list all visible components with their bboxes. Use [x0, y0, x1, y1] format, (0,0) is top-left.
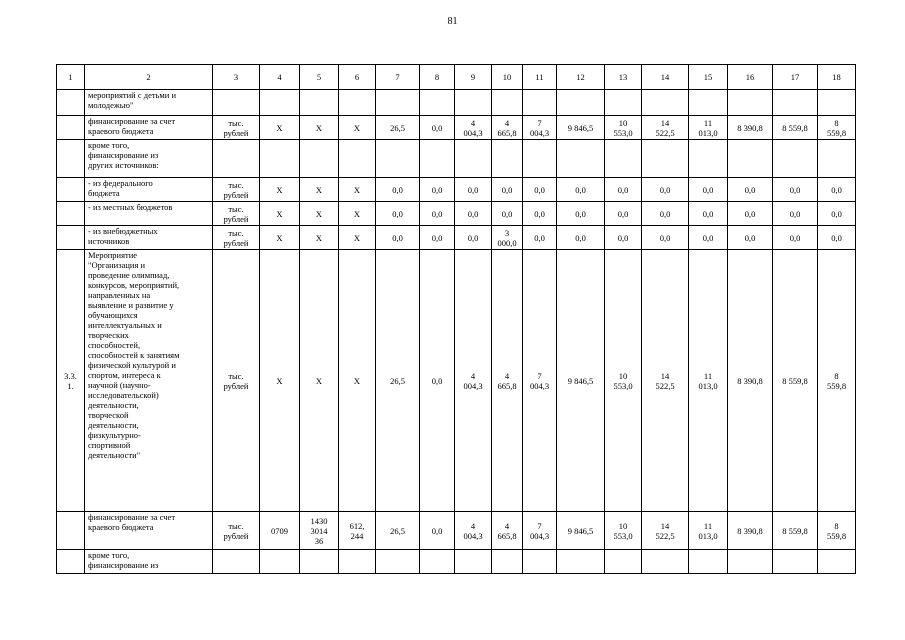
value-cell: 0,0	[773, 226, 818, 250]
value-cell: 11 013,0	[689, 250, 728, 512]
value-cell	[818, 550, 856, 574]
value-cell: 0,0	[689, 226, 728, 250]
unit-cell: тыс. рублей	[213, 178, 260, 202]
value-cell: Х	[300, 202, 339, 226]
value-cell: 14 522,5	[642, 512, 689, 550]
value-cell: 0,0	[605, 226, 642, 250]
value-cell	[300, 550, 339, 574]
value-cell	[728, 550, 773, 574]
value-cell: Х	[300, 178, 339, 202]
description-cell: - из местных бюджетов	[85, 202, 213, 226]
unit-cell	[213, 140, 260, 178]
column-header: 5	[300, 65, 339, 90]
value-cell	[492, 90, 523, 116]
value-cell	[492, 140, 523, 178]
value-cell: 26,5	[376, 116, 420, 140]
unit-cell: тыс. рублей	[213, 250, 260, 512]
value-cell: 0,0	[376, 178, 420, 202]
column-header: 13	[605, 65, 642, 90]
value-cell	[728, 90, 773, 116]
table-row	[57, 512, 856, 550]
value-cell: Х	[339, 202, 376, 226]
value-cell: 10 553,0	[605, 116, 642, 140]
value-cell	[689, 550, 728, 574]
value-cell: 0,0	[420, 250, 455, 512]
value-cell: 26,5	[376, 250, 420, 512]
table-row	[57, 178, 856, 202]
description-cell: - из внебюджетных источников	[85, 226, 213, 250]
column-header: 15	[689, 65, 728, 90]
value-cell: 8 559,8	[773, 512, 818, 550]
value-cell: Х	[260, 178, 300, 202]
unit-cell	[213, 90, 260, 116]
item-number-cell	[57, 550, 85, 574]
value-cell	[642, 90, 689, 116]
value-cell: 0,0	[455, 202, 492, 226]
value-cell: Х	[260, 202, 300, 226]
value-cell	[642, 550, 689, 574]
value-cell	[605, 90, 642, 116]
column-header: 18	[818, 65, 856, 90]
column-header: 4	[260, 65, 300, 90]
budget-table	[56, 64, 856, 574]
column-header: 6	[339, 65, 376, 90]
value-cell: 0,0	[420, 512, 455, 550]
unit-cell: тыс. рублей	[213, 512, 260, 550]
value-cell: Х	[339, 116, 376, 140]
page-number: 81	[447, 16, 458, 27]
column-header: 2	[85, 65, 213, 90]
value-cell	[339, 140, 376, 178]
value-cell: 0,0	[420, 226, 455, 250]
value-cell: Х	[339, 178, 376, 202]
table-row	[57, 202, 856, 226]
value-cell: 4 004,3	[455, 512, 492, 550]
item-number-cell	[57, 90, 85, 116]
value-cell: 1430 3014 36	[300, 512, 339, 550]
value-cell: 0,0	[420, 202, 455, 226]
value-cell: Х	[339, 226, 376, 250]
value-cell	[523, 550, 557, 574]
column-header: 11	[523, 65, 557, 90]
value-cell: 11 013,0	[689, 116, 728, 140]
item-number-cell	[57, 178, 85, 202]
value-cell	[420, 550, 455, 574]
value-cell: 0,0	[689, 202, 728, 226]
value-cell	[260, 550, 300, 574]
value-cell	[339, 90, 376, 116]
value-cell: 0,0	[728, 178, 773, 202]
value-cell: 0,0	[455, 226, 492, 250]
value-cell	[300, 90, 339, 116]
value-cell	[260, 90, 300, 116]
item-number-cell: 3.3. 1.	[57, 250, 85, 512]
item-number-cell	[57, 116, 85, 140]
description-cell: кроме того, финансирование из других источников:	[85, 140, 213, 178]
value-cell: 9 846,5	[557, 512, 605, 550]
value-cell: 0,0	[689, 178, 728, 202]
value-cell: 0,0	[376, 226, 420, 250]
value-cell: 0,0	[557, 178, 605, 202]
value-cell: Х	[300, 250, 339, 512]
description-cell: мероприятий с детьми и молодежью"	[85, 90, 213, 116]
value-cell	[728, 140, 773, 178]
value-cell: 0,0	[818, 178, 856, 202]
value-cell	[818, 140, 856, 178]
table-row	[57, 116, 856, 140]
column-header: 8	[420, 65, 455, 90]
value-cell	[523, 90, 557, 116]
value-cell	[818, 90, 856, 116]
value-cell	[557, 550, 605, 574]
value-cell	[605, 140, 642, 178]
item-number-cell	[57, 512, 85, 550]
value-cell	[455, 550, 492, 574]
value-cell	[455, 140, 492, 178]
table-row	[57, 250, 856, 512]
value-cell	[420, 140, 455, 178]
column-header: 1	[57, 65, 85, 90]
value-cell: 612, 244	[339, 512, 376, 550]
value-cell	[523, 140, 557, 178]
value-cell	[689, 140, 728, 178]
column-header: 3	[213, 65, 260, 90]
column-header: 10	[492, 65, 523, 90]
value-cell: 8 559,8	[773, 116, 818, 140]
value-cell: 11 013,0	[689, 512, 728, 550]
value-cell	[420, 90, 455, 116]
value-cell: 0,0	[818, 202, 856, 226]
value-cell: 7 004,3	[523, 250, 557, 512]
value-cell: 26,5	[376, 512, 420, 550]
value-cell: 3 000,0	[492, 226, 523, 250]
description-cell: Мероприятие "Организация и проведение олимпиад, конкурсов, мероприятий, направленных на выявление и развитие у обучающихся интеллектуальных и творческих способностей, способностей к занятиям физической культурой и спортом, интереса к научной (научно- исследовательской) деятельности, творческой деятельности, физкультурно- спортивной деятельности"	[85, 250, 213, 512]
value-cell: 0709	[260, 512, 300, 550]
value-cell: 0,0	[420, 178, 455, 202]
value-cell: 10 553,0	[605, 250, 642, 512]
value-cell: 4 665,8	[492, 250, 523, 512]
value-cell: 0,0	[523, 178, 557, 202]
value-cell: Х	[300, 116, 339, 140]
value-cell	[260, 140, 300, 178]
description-cell: - из федерального бюджета	[85, 178, 213, 202]
value-cell	[376, 90, 420, 116]
value-cell: 0,0	[773, 178, 818, 202]
value-cell: Х	[300, 226, 339, 250]
value-cell: 9 846,5	[557, 116, 605, 140]
value-cell: 0,0	[605, 178, 642, 202]
column-header: 16	[728, 65, 773, 90]
value-cell: 8 559,8	[818, 250, 856, 512]
value-cell: 0,0	[455, 178, 492, 202]
value-cell: 8 390,8	[728, 250, 773, 512]
value-cell: 0,0	[642, 178, 689, 202]
value-cell: 0,0	[557, 226, 605, 250]
value-cell: 8 559,8	[818, 116, 856, 140]
value-cell	[339, 550, 376, 574]
column-header: 9	[455, 65, 492, 90]
unit-cell	[213, 550, 260, 574]
value-cell: 8 390,8	[728, 512, 773, 550]
value-cell	[773, 140, 818, 178]
value-cell: 0,0	[642, 226, 689, 250]
value-cell: 9 846,5	[557, 250, 605, 512]
value-cell: 0,0	[605, 202, 642, 226]
value-cell	[455, 90, 492, 116]
unit-cell: тыс. рублей	[213, 202, 260, 226]
value-cell	[689, 90, 728, 116]
value-cell: 0,0	[376, 202, 420, 226]
value-cell: 7 004,3	[523, 116, 557, 140]
value-cell: 0,0	[642, 202, 689, 226]
column-header: 7	[376, 65, 420, 90]
value-cell	[300, 140, 339, 178]
description-cell: финансирование за счет краевого бюджета	[85, 116, 213, 140]
value-cell: Х	[260, 116, 300, 140]
value-cell: 0,0	[728, 226, 773, 250]
value-cell	[605, 550, 642, 574]
value-cell: 0,0	[557, 202, 605, 226]
value-cell	[557, 140, 605, 178]
column-header: 14	[642, 65, 689, 90]
value-cell: 8 559,8	[773, 250, 818, 512]
value-cell	[773, 90, 818, 116]
item-number-cell	[57, 140, 85, 178]
value-cell: 0,0	[523, 226, 557, 250]
value-cell: Х	[260, 226, 300, 250]
value-cell: 0,0	[773, 202, 818, 226]
value-cell: 4 004,3	[455, 116, 492, 140]
value-cell: 8 559,8	[818, 512, 856, 550]
column-header: 12	[557, 65, 605, 90]
item-number-cell	[57, 202, 85, 226]
unit-cell: тыс. рублей	[213, 116, 260, 140]
value-cell: 8 390,8	[728, 116, 773, 140]
value-cell: 4 665,8	[492, 116, 523, 140]
value-cell	[773, 550, 818, 574]
value-cell	[642, 140, 689, 178]
table-row	[57, 550, 856, 574]
value-cell: 7 004,3	[523, 512, 557, 550]
item-number-cell	[57, 226, 85, 250]
value-cell: 4 004,3	[455, 250, 492, 512]
value-cell: 14 522,5	[642, 250, 689, 512]
value-cell	[492, 550, 523, 574]
column-header: 17	[773, 65, 818, 90]
value-cell: 0,0	[492, 178, 523, 202]
value-cell: Х	[260, 250, 300, 512]
value-cell	[557, 90, 605, 116]
header-row	[57, 65, 856, 90]
value-cell: 0,0	[492, 202, 523, 226]
description-cell: кроме того, финансирование из	[85, 550, 213, 574]
value-cell: 10 553,0	[605, 512, 642, 550]
value-cell: 0,0	[420, 116, 455, 140]
value-cell: 0,0	[728, 202, 773, 226]
value-cell	[376, 140, 420, 178]
table-row	[57, 90, 856, 116]
value-cell	[376, 550, 420, 574]
value-cell: 0,0	[523, 202, 557, 226]
value-cell: 4 665,8	[492, 512, 523, 550]
value-cell: 0,0	[818, 226, 856, 250]
description-cell: финансирование за счет краевого бюджета	[85, 512, 213, 550]
value-cell: 14 522,5	[642, 116, 689, 140]
value-cell: Х	[339, 250, 376, 512]
unit-cell: тыс. рублей	[213, 226, 260, 250]
table-row	[57, 226, 856, 250]
table-row	[57, 140, 856, 178]
